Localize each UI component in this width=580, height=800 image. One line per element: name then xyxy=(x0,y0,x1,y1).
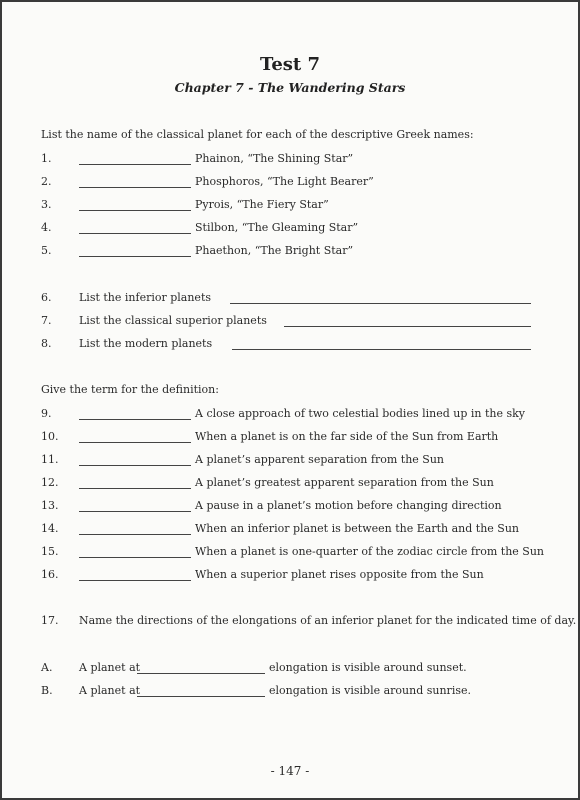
answer-line[interactable] xyxy=(232,337,531,350)
question-number: 17. xyxy=(41,614,59,627)
question-number: 11. xyxy=(41,453,59,466)
question-number: 3. xyxy=(41,198,52,211)
question-row xyxy=(0,175,580,191)
question-number: 13. xyxy=(41,499,59,512)
question-text: When a planet is on the far side of the Sun from Earth xyxy=(195,430,499,443)
answer-blank[interactable] xyxy=(79,522,191,535)
question-number: 15. xyxy=(41,545,59,558)
question-text: List the inferior planets xyxy=(79,291,212,304)
answer-blank[interactable] xyxy=(79,152,191,165)
question-number: 6. xyxy=(41,291,52,304)
question-text: When a superior planet rises opposite from the Sun xyxy=(195,568,484,581)
answer-blank[interactable] xyxy=(137,684,265,697)
question-text: When an inferior planet is between the Earth and the Sun xyxy=(195,522,519,535)
question-text: A planet’s greatest apparent separation from the Sun xyxy=(195,476,494,489)
page-title: Test 7 xyxy=(259,54,321,75)
sentence-end: elongation is visible around sunrise. xyxy=(269,684,471,697)
item-label: B. xyxy=(41,684,53,697)
answer-blank[interactable] xyxy=(137,661,265,674)
question-row xyxy=(0,221,580,237)
answer-blank[interactable] xyxy=(79,407,191,420)
answer-blank[interactable] xyxy=(79,221,191,234)
question-number: 10. xyxy=(41,430,59,443)
chapter-subtitle: Chapter 7 - The Wandering Stars xyxy=(174,80,406,95)
question-number: 5. xyxy=(41,244,52,257)
question-number: 9. xyxy=(41,407,52,420)
question-number: 14. xyxy=(41,522,59,535)
question-row xyxy=(0,244,580,260)
question-row xyxy=(0,522,580,538)
answer-blank[interactable] xyxy=(79,568,191,581)
question-text: A close approach of two celestial bodies lined up in the sky xyxy=(195,407,526,420)
question-number: 7. xyxy=(41,314,52,327)
sentence-start: A planet at xyxy=(79,661,141,674)
question-number: 4. xyxy=(41,221,52,234)
question-number: 8. xyxy=(41,337,52,350)
question-number: 2. xyxy=(41,175,52,188)
question-row xyxy=(0,407,580,423)
question-text: List the classical superior planets xyxy=(79,314,267,327)
question-text: Phainon, “The Shining Star” xyxy=(195,152,354,165)
answer-blank[interactable] xyxy=(79,499,191,512)
question-row xyxy=(0,476,580,492)
question-text: A planet’s apparent separation from the Sun xyxy=(195,453,444,466)
question-text: Phosphoros, “The Light Bearer” xyxy=(195,175,374,188)
section3-instruction: Give the term for the definition: xyxy=(41,383,219,396)
answer-blank[interactable] xyxy=(79,244,191,257)
question-row xyxy=(0,684,580,700)
answer-line[interactable] xyxy=(284,314,531,327)
answer-blank[interactable] xyxy=(79,476,191,489)
question-text: Name the directions of the elongations of an inferior planet for the indicated time of day. xyxy=(79,614,577,627)
page-number: - 147 - xyxy=(270,764,310,778)
sentence-end: elongation is visible around sunset. xyxy=(269,661,467,674)
question-row xyxy=(0,198,580,214)
question-number: 1. xyxy=(41,152,52,165)
question-row xyxy=(0,337,580,353)
answer-blank[interactable] xyxy=(79,198,191,211)
question-row xyxy=(0,614,580,630)
sentence-start: A planet at xyxy=(79,684,141,697)
question-text: Phaethon, “The Bright Star” xyxy=(195,244,354,257)
question-row xyxy=(0,661,580,677)
answer-blank[interactable] xyxy=(79,175,191,188)
question-row xyxy=(0,291,580,307)
item-label: A. xyxy=(41,661,53,674)
question-row xyxy=(0,453,580,469)
question-row xyxy=(0,430,580,446)
question-row xyxy=(0,545,580,561)
question-text: Stilbon, “The Gleaming Star” xyxy=(195,221,359,234)
question-row xyxy=(0,152,580,168)
answer-blank[interactable] xyxy=(79,430,191,443)
question-text: List the modern planets xyxy=(79,337,213,350)
question-number: 12. xyxy=(41,476,59,489)
question-number: 16. xyxy=(41,568,59,581)
question-row xyxy=(0,568,580,584)
question-text: A pause in a planet’s motion before changing direction xyxy=(195,499,502,512)
question-row xyxy=(0,499,580,515)
question-text: Pyrois, “The Fiery Star” xyxy=(195,198,329,211)
answer-blank[interactable] xyxy=(79,453,191,466)
question-text: When a planet is one-quarter of the zodiac circle from the Sun xyxy=(195,545,544,558)
section1-instruction: List the name of the classical planet for each of the descriptive Greek names: xyxy=(41,128,474,141)
question-row xyxy=(0,314,580,330)
answer-line[interactable] xyxy=(230,291,531,304)
answer-blank[interactable] xyxy=(79,545,191,558)
